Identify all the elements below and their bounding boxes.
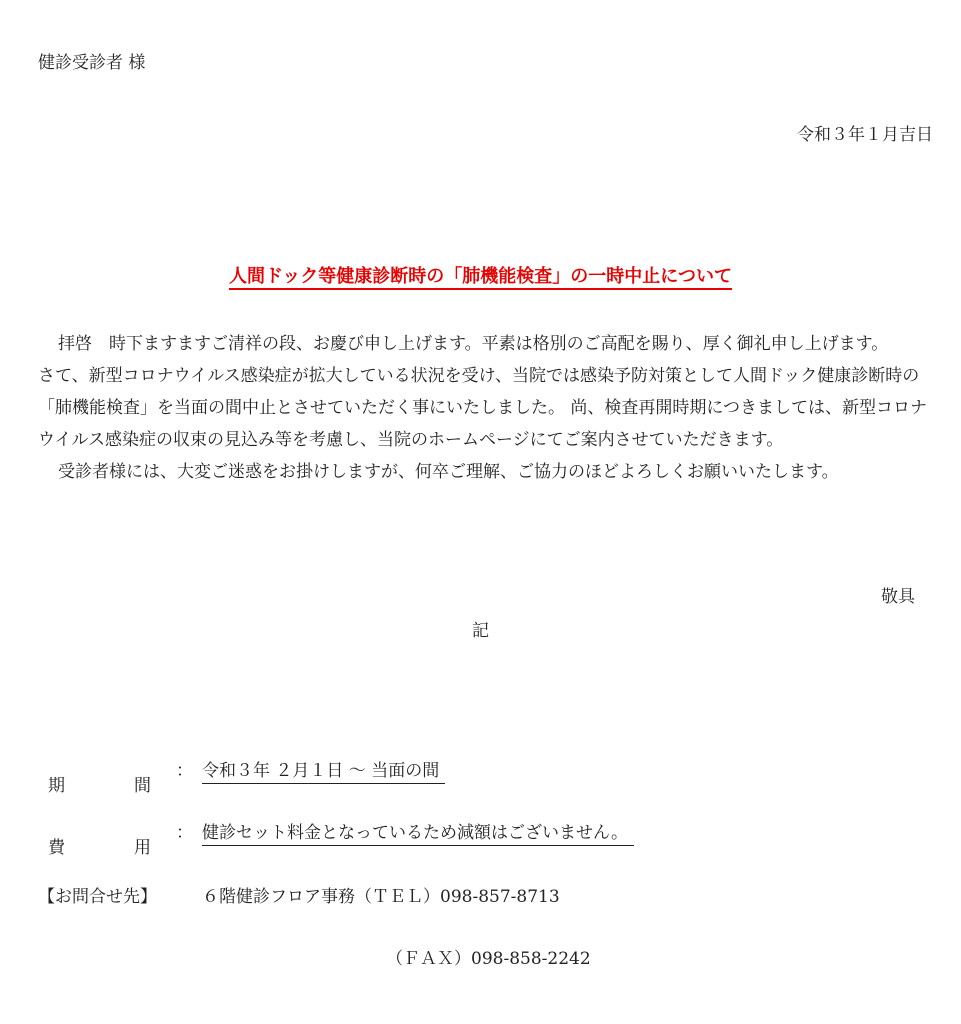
cost-colon: ： bbox=[176, 823, 193, 843]
closing-word: 敬具 bbox=[881, 587, 915, 607]
period-label bbox=[48, 756, 152, 796]
period-colon: ： bbox=[176, 761, 193, 781]
period-label-second: 間 bbox=[134, 776, 151, 796]
addressee: 健診受診者 様 bbox=[38, 53, 146, 73]
contact-fax: （ＦＡＸ）098-858-2242 bbox=[386, 949, 591, 969]
letter-body bbox=[38, 328, 938, 488]
cost-label bbox=[48, 818, 152, 858]
ki-heading: 記 bbox=[472, 621, 489, 641]
document-title-text: 人間ドック等健康診断時の「肺機能検査」の一時中止について bbox=[229, 266, 732, 290]
document-title bbox=[0, 262, 961, 288]
document-date: 令和３年１月吉日 bbox=[797, 125, 933, 145]
period-value: 令和３年 ２月１日 ～ 当面の間 bbox=[202, 756, 445, 784]
contact-tel: ６階健診フロア事務（ＴＥＬ）098-857-8713 bbox=[202, 887, 560, 907]
notice-paragraph: さて、新型コロナウイルス感染症が拡大している状況を受け、当院では感染予防対策として人間ドック健康診断時の「肺機能検査」を当面の間中止とさせていただく事にいたしました。 尚、検査再開時期につきましては、新型コロナウイルス感染症の収束の見込み等を考慮し、当院のホームページにてご案内させていただきます。 bbox=[38, 366, 928, 450]
contact-label: 【お問合せ先】 bbox=[38, 887, 157, 907]
period-label-first: 期 bbox=[48, 776, 65, 796]
apology-paragraph: 受診者様には、大変ご迷惑をお掛けしますが、何卒ご理解、ご協力のほどよろしくお願いいたします。 bbox=[58, 462, 839, 482]
greeting-paragraph: 拝啓 時下ますますご清祥の段、お慶び申し上げます。平素は格別のご高配を賜り、厚く御礼申し上げます。 bbox=[58, 334, 889, 354]
cost-label-second: 用 bbox=[134, 838, 151, 858]
cost-value: 健診セット料金となっているため減額はございません。 bbox=[202, 818, 634, 846]
cost-label-first: 費 bbox=[48, 838, 65, 858]
